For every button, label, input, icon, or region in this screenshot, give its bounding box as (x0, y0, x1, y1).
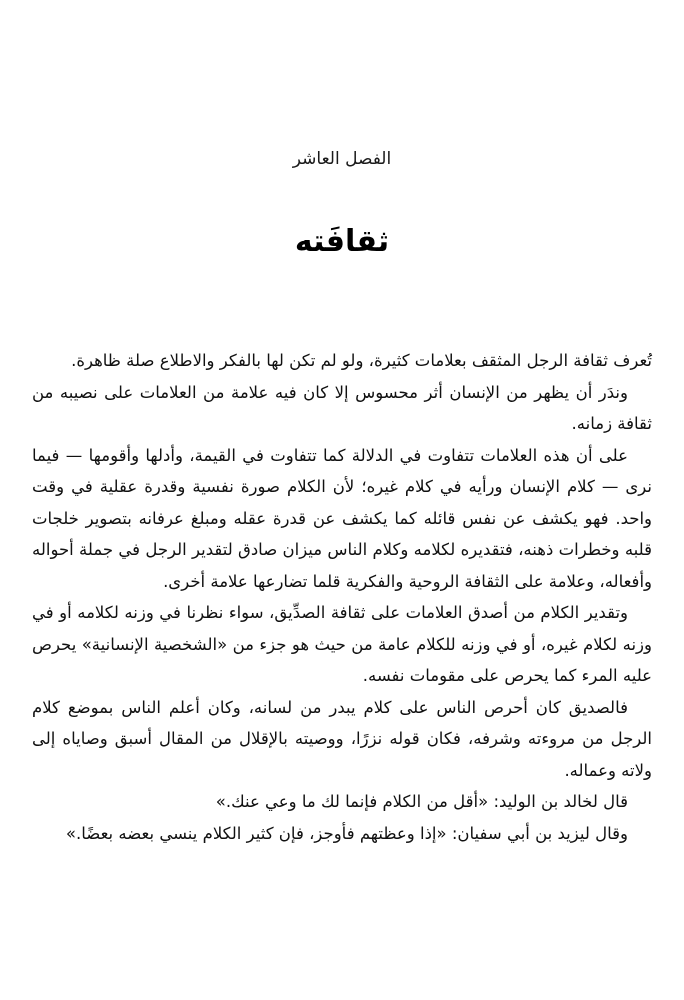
paragraph: على أن هذه العلامات تتفاوت في الدلالة كما تتفاوت في القيمة، وأدلها وأقومها — فيما نرى — كلام الإنسان ورأيه في كلام غيره؛ لأن الكلام صورة نفسية وقدرة عقلية في وقت واحد. فهو يكشف عن نفس قائله كما يكشف عن قدرة عقله ومبلغ عرفانه بتصوير خلجات قلبه وخطرات ذهنه، فتقديره لكلامه وكلام الناس ميزان صادق لتقدير الرجل في جملة أحواله وأفعاله، وعلامة على الثقافة الروحية والفكرية قلما تضارعها علامة أخرى. (32, 445, 652, 591)
paragraph: وندَر أن يظهر من الإنسان أثر محسوس إلا كان فيه علامة من العلامات على نصيبه من ثقافة زمانه. (32, 382, 652, 433)
quote-paragraph: قال لخالد بن الوليد: «أقل من الكلام فإنما لك ما وعي عنك.» (215, 792, 628, 811)
paragraph: وتقدير الكلام من أصدق العلامات على ثقافة الصدِّيق، سواء نظرنا في وزنه لكلامه أو في وزنه لكلام غيره، أو في وزنه للكلام عامة من حيث هو جزء من «الشخصية الإنسانية» يحرص عليه المرء كما يحرص على مقومات نفسه. (32, 603, 652, 685)
paragraph: تُعرف ثقافة الرجل المثقف بعلامات كثيرة، ولو لم تكن لها بالفكر والاطلاع صلة ظاهرة. (71, 351, 652, 370)
chapter-body (32, 345, 652, 849)
paragraph: وقال ليزيد بن أبي سفيان: «إذا وعظتهم فأوجز، فإن كثير الكلام ينسي بعضه بعضًا.» (65, 823, 628, 843)
chapter-label: الفصل العاشر (292, 149, 392, 169)
paragraph: فالصديق كان أحرص الناس على كلام يبدر من لسانه، وكان أعلم الناس بموضع كلام الرجل من مروءته وشرفه، فكان قوله نزرًا، ووصيته بالإقلال من المقال أسبق وصاياه إلى ولاته وعماله. (32, 697, 652, 780)
chapter-title: ثقافَته (294, 224, 390, 259)
